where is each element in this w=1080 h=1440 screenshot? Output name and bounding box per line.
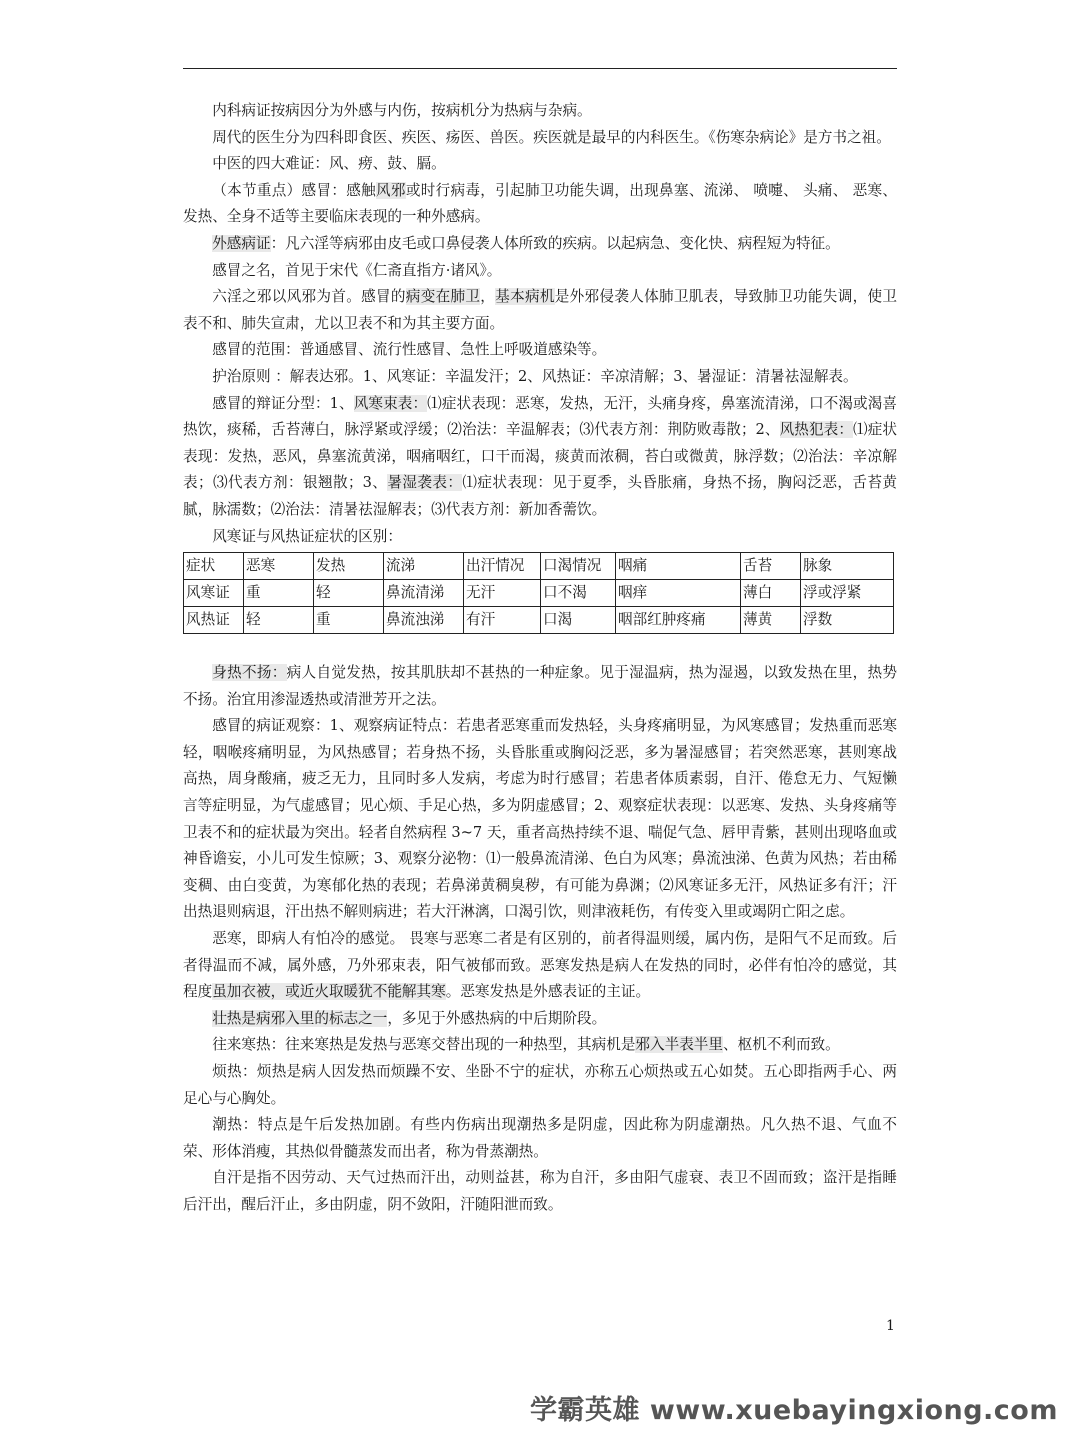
paragraphs-top (183, 98, 897, 524)
site-watermark: 学霸英雄 www.xuebayingxiong.com (529, 1395, 1058, 1426)
paragraph (183, 660, 897, 713)
text-run: 中医的四大难证：风、痨、鼓、膈。 (212, 155, 446, 173)
table-row (184, 580, 894, 607)
table-header-cell: 脉象 (801, 553, 894, 580)
text-run: ：凡六淫等病邪由皮毛或口鼻侵袭人体所致的疾病。以起病急、变化快、病程短为特征。 (270, 234, 840, 252)
table-cell: 轻 (314, 580, 384, 607)
text-run: ⑴症状表现：发热，恶风，鼻塞流黄涕，咽痛咽红，口干而渴，痰黄而浓稠，苔白或微黄，脉浮数；⑵治法：辛凉解表；⑶代表方剂：银翘散；3、 (183, 421, 897, 492)
highlighted-text: 邪入半表半里 (635, 1036, 723, 1054)
paragraph (183, 1112, 897, 1165)
table-header-row (184, 553, 894, 580)
text-run: 六淫之邪以风邪为首。感冒的 (212, 288, 406, 306)
paragraph (183, 391, 897, 524)
text-run: 潮热：特点是午后发热加剧。有些内伤病出现潮热多是阴虚，因此称为阴虚潮热。凡久热不退、气血不荣、形体消瘦，其热似骨髓蒸发而出者，称为骨蒸潮热。 (183, 1116, 897, 1160)
highlighted-text: 风热犯表： (779, 421, 854, 439)
text-run: 感冒的范围：普通感冒、流行性感冒、急性上呼吸道感染等。 (212, 341, 607, 359)
text-run: 。恶寒发热是外感表证的主证。 (445, 983, 651, 1001)
table-cell: 薄白 (741, 580, 801, 607)
table-cell: 重 (244, 580, 314, 607)
text-run: 是外邪侵袭人体肺卫肌表，导致肺卫功能失调，使卫表不和、肺失宣肃，尤以卫表不和为其主要方面。 (183, 288, 897, 332)
text-run: ⑴症状表现：恶寒，发热，无汗，头痛身疼，鼻塞流清涕，口不渴或渴喜热饮，痰稀，舌苔薄白，脉浮紧或浮缓；⑵治法：辛温解表；⑶代表方剂：荆防败毒散；2、 (183, 394, 897, 439)
highlighted-text: 壮热是病邪入里的标志之一 (212, 1009, 388, 1027)
table-caption: 风寒证与风热证症状的区别： (212, 527, 402, 545)
text-run: 感冒之名，首见于宋代《仁斋直指方·诸风》。 (212, 261, 502, 279)
paragraph (183, 1165, 897, 1218)
text-run: ，多见于外感热病的中后期阶段。 (387, 1009, 607, 1027)
table-cell: 风寒证 (184, 580, 244, 607)
table-header-cell: 舌苔 (741, 553, 801, 580)
table-header-cell: 出汗情况 (464, 553, 541, 580)
highlighted-text: 风寒束表： (353, 394, 428, 412)
table-header-cell: 口渴情况 (541, 553, 616, 580)
header-rule (183, 68, 897, 69)
paragraph (183, 713, 897, 926)
spacer (183, 634, 897, 660)
table-cell: 口不渴 (541, 580, 616, 607)
text-run: 护治原则 ：解表达邪。1、风寒证：辛温发汗；2、风热证：辛凉清解；3、暑湿证：清暑祛湿解表。 (212, 367, 858, 385)
text-run: 往来寒热：往来寒热是发热与恶寒交替出现的一种热型，其病机是 (212, 1036, 636, 1054)
text-run: 感冒的病证观察：1、观察病证特点：若患者恶寒重而发热轻，头身疼痛明显，为风寒感冒；发热重而恶寒轻，咽喉疼痛明显，为风热感冒；若身热不扬，头昏胀重或胸闷泛恶，多为暑湿感冒；若突然恶寒，甚则寒战高热，周身酸痛，疲乏无力，且同时多人发病，考虑为时行感冒；若患者体质素弱，自汗、倦怠无力、气短懒言等症明显，为气虚感冒；见心烦、手足心热，多为阴虚感冒；2、观察症状表现：以恶寒、发热、头身疼痛等卫表不和的症状最为突出。轻者自然病程 3~7 天，重者高热持续不退、喘促气急、唇甲青紫，甚则出现咯血或神昏谵妄，小儿可发生惊厥；3、观察分泌物：⑴一般鼻流清涕、色白为风寒；鼻流浊涕、色黄为风热；若由稀变稠、由白变黄，为寒郁化热的表现；若鼻涕黄稠臭秽，有可能为鼻渊；⑵风寒证多无汗，风热证多有汗；汗出热退则病退，汗出热不解则病进；若大汗淋漓，口渴引饮，则津液耗伤，有传变入里或竭阴亡阳之虑。 (183, 717, 897, 921)
text-run: 周代的医生分为四科即食医、疾医、疡医、兽医。疾医就是最早的内科医生。《伤寒杂病论》是方书之祖。 (212, 128, 891, 146)
highlighted-text: 病变在肺卫 (405, 288, 481, 306)
highlighted-text: 暑湿袭表： (387, 474, 463, 492)
table-cell: 咽部红肿疼痛 (616, 607, 741, 634)
table-cell: 重 (314, 607, 384, 634)
document-body (183, 98, 897, 1219)
table-cell: 口渴 (541, 607, 616, 634)
paragraph (183, 258, 897, 285)
paragraphs-bottom (183, 660, 897, 1218)
table-header-cell: 恶寒 (244, 553, 314, 580)
text-run: 感冒的辩证分型：1、 (212, 394, 354, 412)
text-run: 、枢机不利而致。 (723, 1036, 840, 1054)
highlighted-text: 基本病机 (495, 288, 555, 306)
page-number: 1 (886, 1318, 895, 1334)
table-row (184, 607, 894, 634)
paragraph (183, 284, 897, 337)
text-run: 病人自觉发热，按其肌肤却不甚热的一种症象。见于湿温病，热为湿遏，以致发热在里，热势不扬。治宜用渗湿透热或清泄芳开之法。 (183, 664, 897, 708)
table-header-cell: 症状 (184, 553, 244, 580)
highlighted-text: 外感病证 (212, 234, 271, 252)
text-run: 自汗是指不因劳动、天气过热而汗出，动则益甚，称为自汗，多由阳气虚衰、表卫不固而致；盗汗是指睡后汗出，醒后汗止，多由阴虚，阴不敛阳，汗随阳泄而致。 (183, 1169, 897, 1213)
paragraph (183, 98, 897, 125)
paragraph (183, 1006, 897, 1033)
text-run: ⑴症状表现：见于夏季，头昏胀痛，身热不扬，胸闷泛恶，舌苔黄腻，脉濡数；⑵治法：清暑祛湿解表；⑶代表方剂：新加香薷饮。 (183, 474, 897, 518)
paragraph (183, 178, 897, 231)
highlighted-text: 虽加衣被，或近火取暖犹不能解其寒 (212, 983, 446, 1001)
text-run: 或时行病毒，引起肺卫功能失调，出现鼻塞、流涕、 喷嚏、 头痛、 恶寒、发热、全身不适等主要临床表现的一种外感病。 (183, 181, 897, 226)
table-cell: 浮数 (801, 607, 894, 634)
paragraph (183, 1032, 897, 1059)
table-cell: 轻 (244, 607, 314, 634)
paragraph (183, 364, 897, 391)
table-cell: 风热证 (184, 607, 244, 634)
comparison-table (183, 552, 894, 634)
table-cell: 有汗 (464, 607, 541, 634)
text-run: （本节重点）感冒：感触 (212, 181, 377, 199)
table-header-cell: 咽痛 (616, 553, 741, 580)
paragraph (183, 231, 897, 258)
table-header-cell: 流涕 (384, 553, 464, 580)
table-cell: 咽痒 (616, 580, 741, 607)
text-run: 恶寒，即病人有怕冷的感觉。 畏寒与恶寒二者是有区别的，前者得温则缓，属内伤，是阳气不足而致。后者得温而不减，属外感，乃外邪束表，阳气被郁而致。恶寒发热是病人在发热的同时，必伴有怕冷的感觉，其程度 (183, 930, 897, 1001)
table-cell: 无汗 (464, 580, 541, 607)
highlighted-text: 风邪 (376, 181, 406, 199)
table-header-cell: 发热 (314, 553, 384, 580)
paragraph (183, 926, 897, 1006)
text-run: 烦热：烦热是病人因发热而烦躁不安、坐卧不宁的症状，亦称五心烦热或五心如焚。五心即指两手心、两足心与心胸处。 (183, 1063, 897, 1107)
table-cell: 浮或浮紧 (801, 580, 894, 607)
text-run: ， (480, 288, 496, 306)
paragraph (183, 337, 897, 364)
table-cell: 薄黄 (741, 607, 801, 634)
paragraph (183, 1059, 897, 1112)
table-cell: 鼻流浊涕 (384, 607, 464, 634)
table-cell: 鼻流清涕 (384, 580, 464, 607)
text-run: 内科病证按病因分为外感与内伤，按病机分为热病与杂病。 (212, 102, 592, 119)
comparison-table-body (184, 553, 894, 634)
paragraph (183, 125, 897, 152)
paragraph (183, 151, 897, 178)
highlighted-text: 身热不扬： (212, 664, 287, 682)
